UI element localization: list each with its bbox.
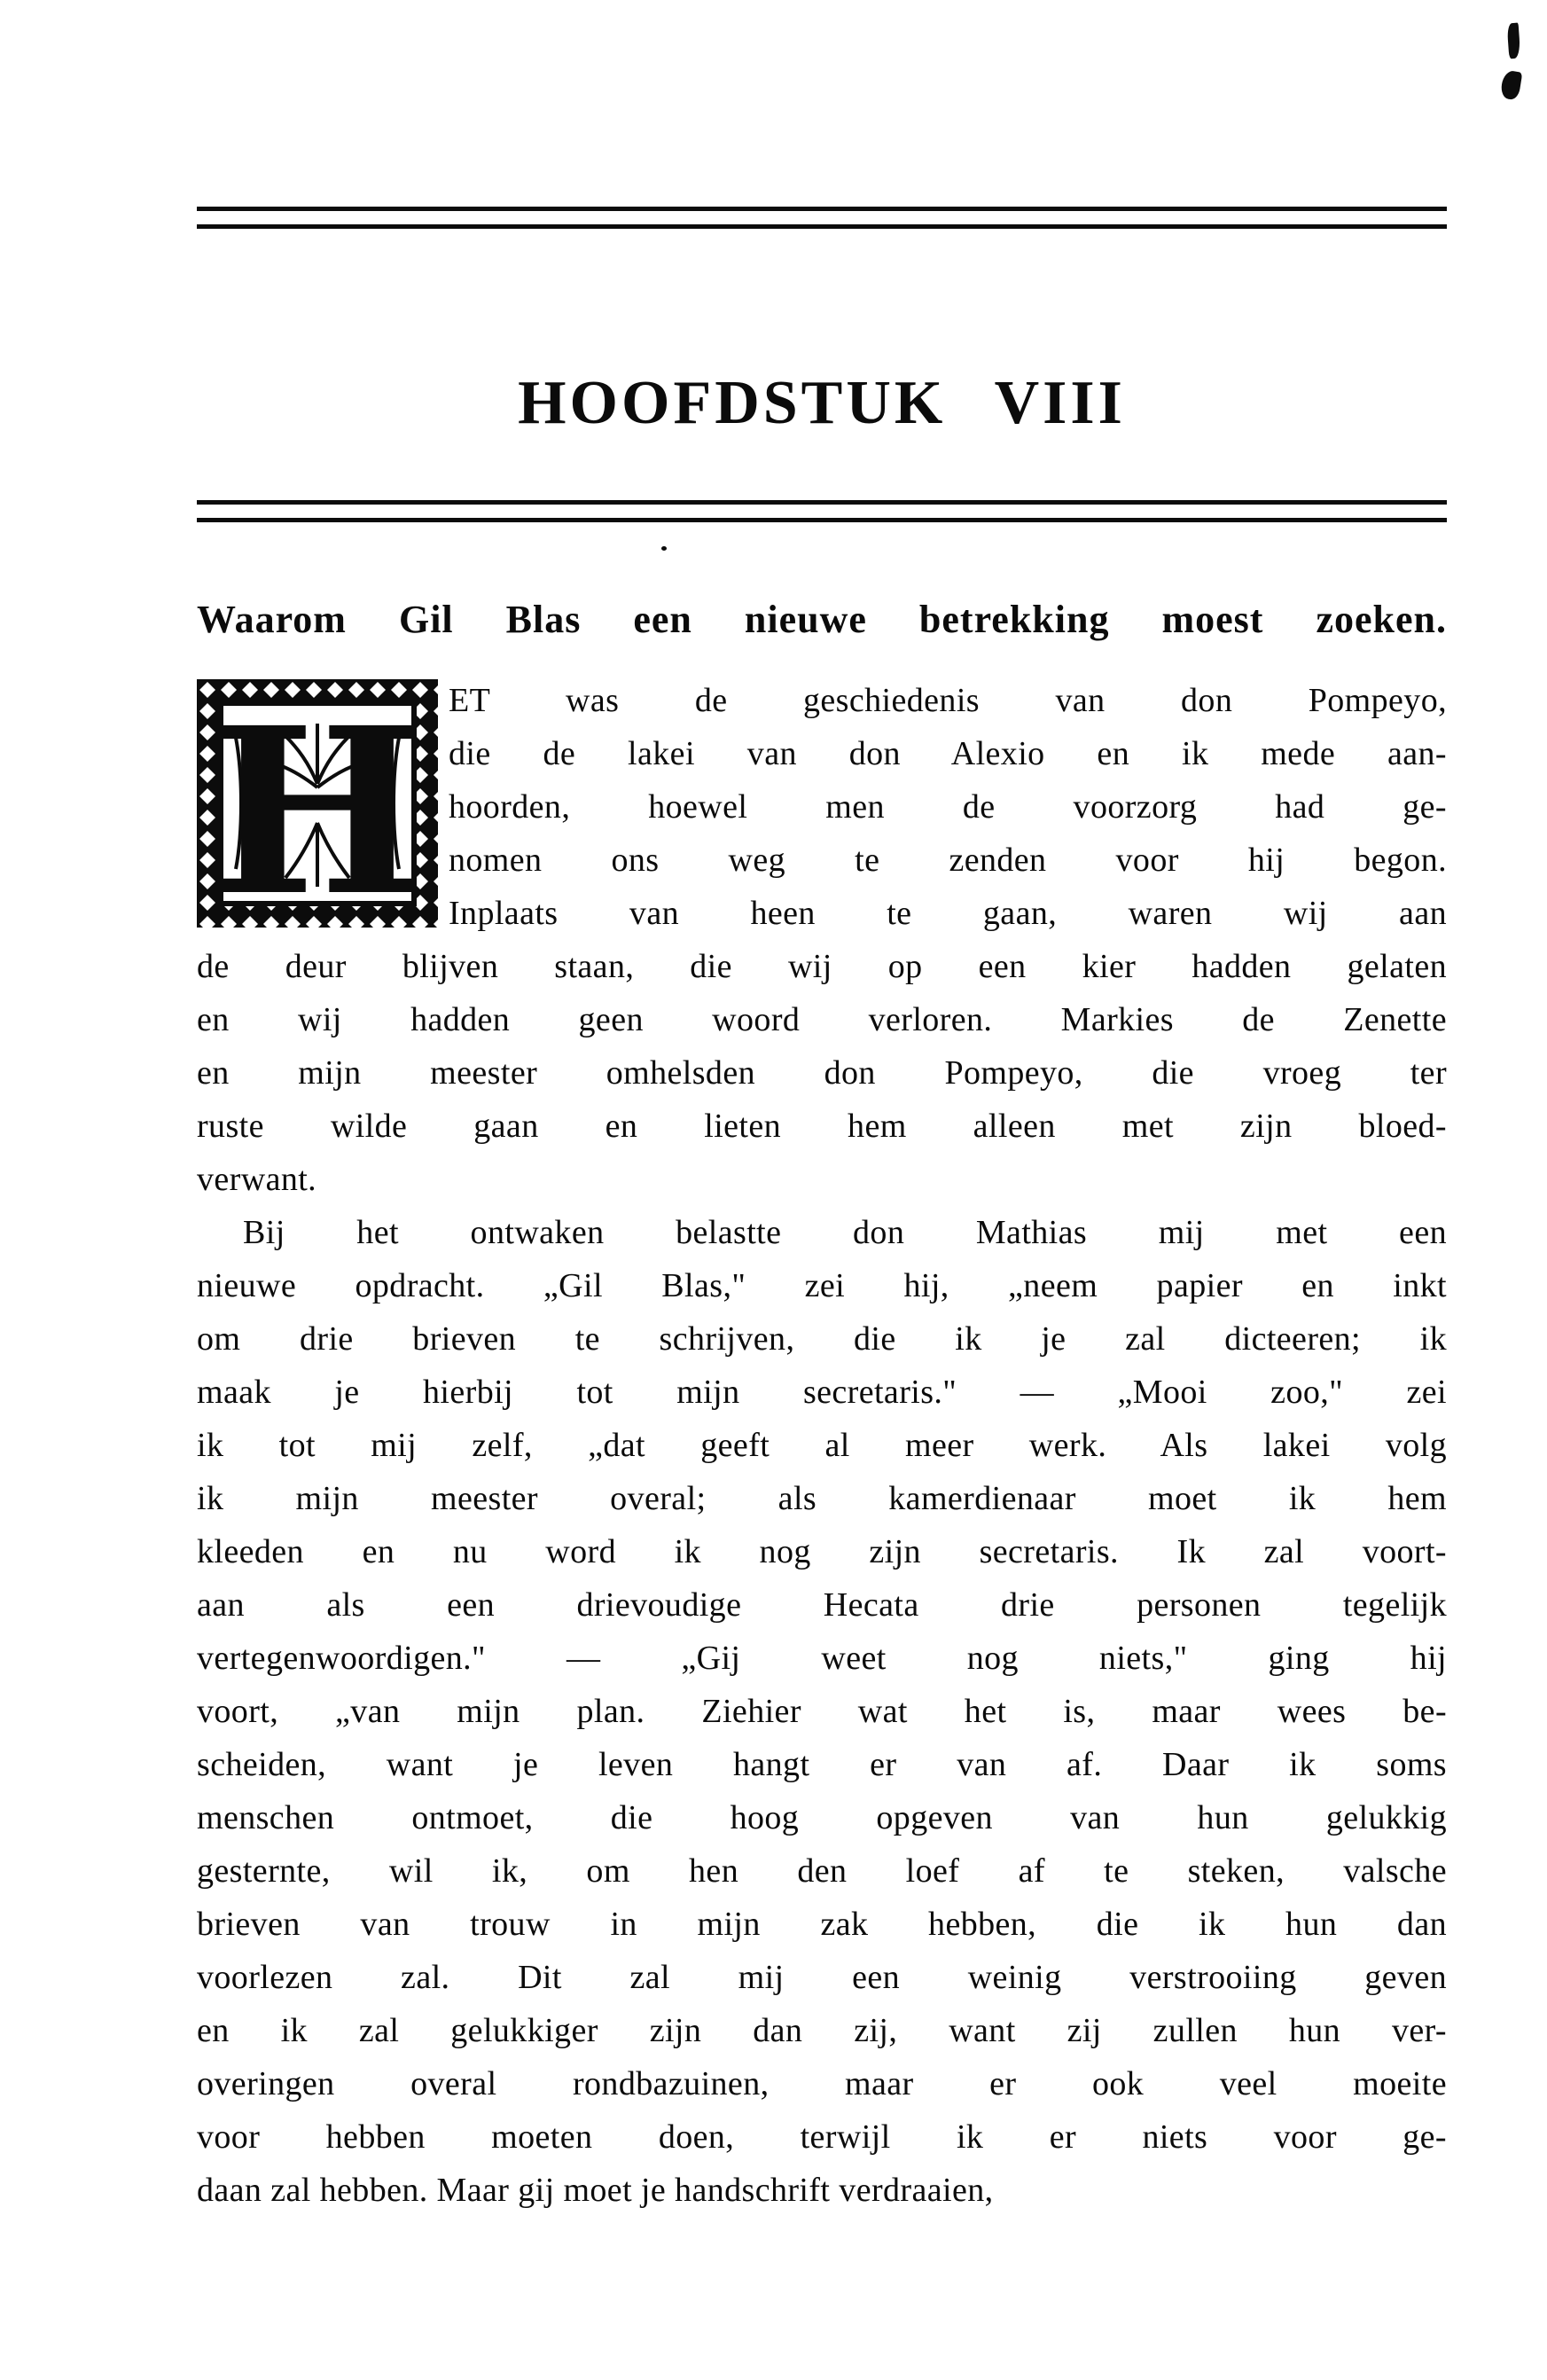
text-line: gesternte, wil ik, om hen den loef af te steken, valsche [197, 1852, 1447, 1890]
text-line: verwant. [197, 1161, 317, 1198]
dropcap-letter: H [208, 679, 426, 928]
ink-speck [661, 546, 667, 551]
text-line: om drie brieven te schrijven, die ik je zal dicteeren; ik [197, 1320, 1447, 1358]
text-line: menschen ontmoet, die hoog opgeven van hun gelukkig [197, 1799, 1447, 1836]
body-text [197, 674, 1447, 2217]
paragraph-1 [197, 674, 1447, 1206]
text-line: ET was de geschiedenis van don Pompeyo, [449, 682, 1447, 719]
text-line: ik tot mij zelf, „dat geeft al meer werk. Als lakei volg [197, 1427, 1447, 1464]
paragraph-2 [197, 1206, 1447, 2217]
text-line: overingen overal rondbazuinen, maar er ook veel moeite [197, 2065, 1447, 2102]
text-line: en mijn meester omhelsden don Pompeyo, die vroeg ter [197, 1054, 1447, 1092]
chapter-subtitle: Waarom Gil Blas een nieuwe betrekking moest zoeken. [197, 597, 1447, 641]
double-rule-middle [197, 500, 1447, 522]
text-line: nieuwe opdracht. „Gil Blas," zei hij, „neem papier en inkt [197, 1267, 1447, 1304]
text-line: vertegenwoordigen." — „Gij weet nog niets," ging hij [197, 1640, 1447, 1677]
text-line: maak je hierbij tot mijn secretaris." — „Mooi zoo," zei [197, 1374, 1447, 1411]
text-line: nomen ons weg te zenden voor hij begon. [449, 842, 1447, 879]
text-line: die de lakei van don Alexio en ik mede aan- [449, 735, 1447, 772]
chapter-title: HOOFDSTUK VIII [518, 368, 1126, 437]
text-line: kleeden en nu word ik nog zijn secretaris. Ik zal voort- [197, 1533, 1447, 1570]
text-line: voorlezen zal. Dit zal mij een weinig verstrooiing geven [197, 1959, 1447, 1996]
text-line: de deur blijven staan, die wij op een kier hadden gelaten [197, 948, 1447, 985]
text-line: hoorden, hoewel men de voorzorg had ge- [449, 788, 1447, 826]
text-line: ruste wilde gaan en lieten hem alleen met zijn bloed- [197, 1108, 1447, 1145]
ink-mark [1507, 23, 1521, 59]
text-line: brieven van trouw in mijn zak hebben, die ik hun dan [197, 1906, 1447, 1943]
text-line: aan als een drievoudige Hecata drie personen tegelijk [197, 1586, 1447, 1624]
text-line: en ik zal gelukkiger zijn dan zij, want zij zullen hun ver- [197, 2012, 1447, 2049]
text-line: ik mijn meester overal; als kamerdienaar moet ik hem [197, 1480, 1447, 1517]
text-line: voor hebben moeten doen, terwijl ik er niets voor ge- [197, 2118, 1447, 2156]
text-line: Inplaats van heen te gaan, waren wij aan [449, 895, 1447, 932]
ornamental-initial-woodcut [197, 679, 438, 928]
ink-mark [1500, 70, 1523, 101]
text-line: scheiden, want je leven hangt er van af. Daar ik soms [197, 1746, 1447, 1783]
text-line: daan zal hebben. Maar gij moet je handschrift verdraaien, [197, 2172, 994, 2209]
paragraph-2-lines [197, 1206, 1447, 2217]
double-rule-top [197, 207, 1447, 229]
text-line: Bij het ontwaken belastte don Mathias mij met een [243, 1214, 1447, 1251]
text-line: en wij hadden geen woord verloren. Markies de Zenette [197, 1001, 1447, 1038]
text-line: voort, „van mijn plan. Ziehier wat het is, maar wees be- [197, 1693, 1447, 1730]
